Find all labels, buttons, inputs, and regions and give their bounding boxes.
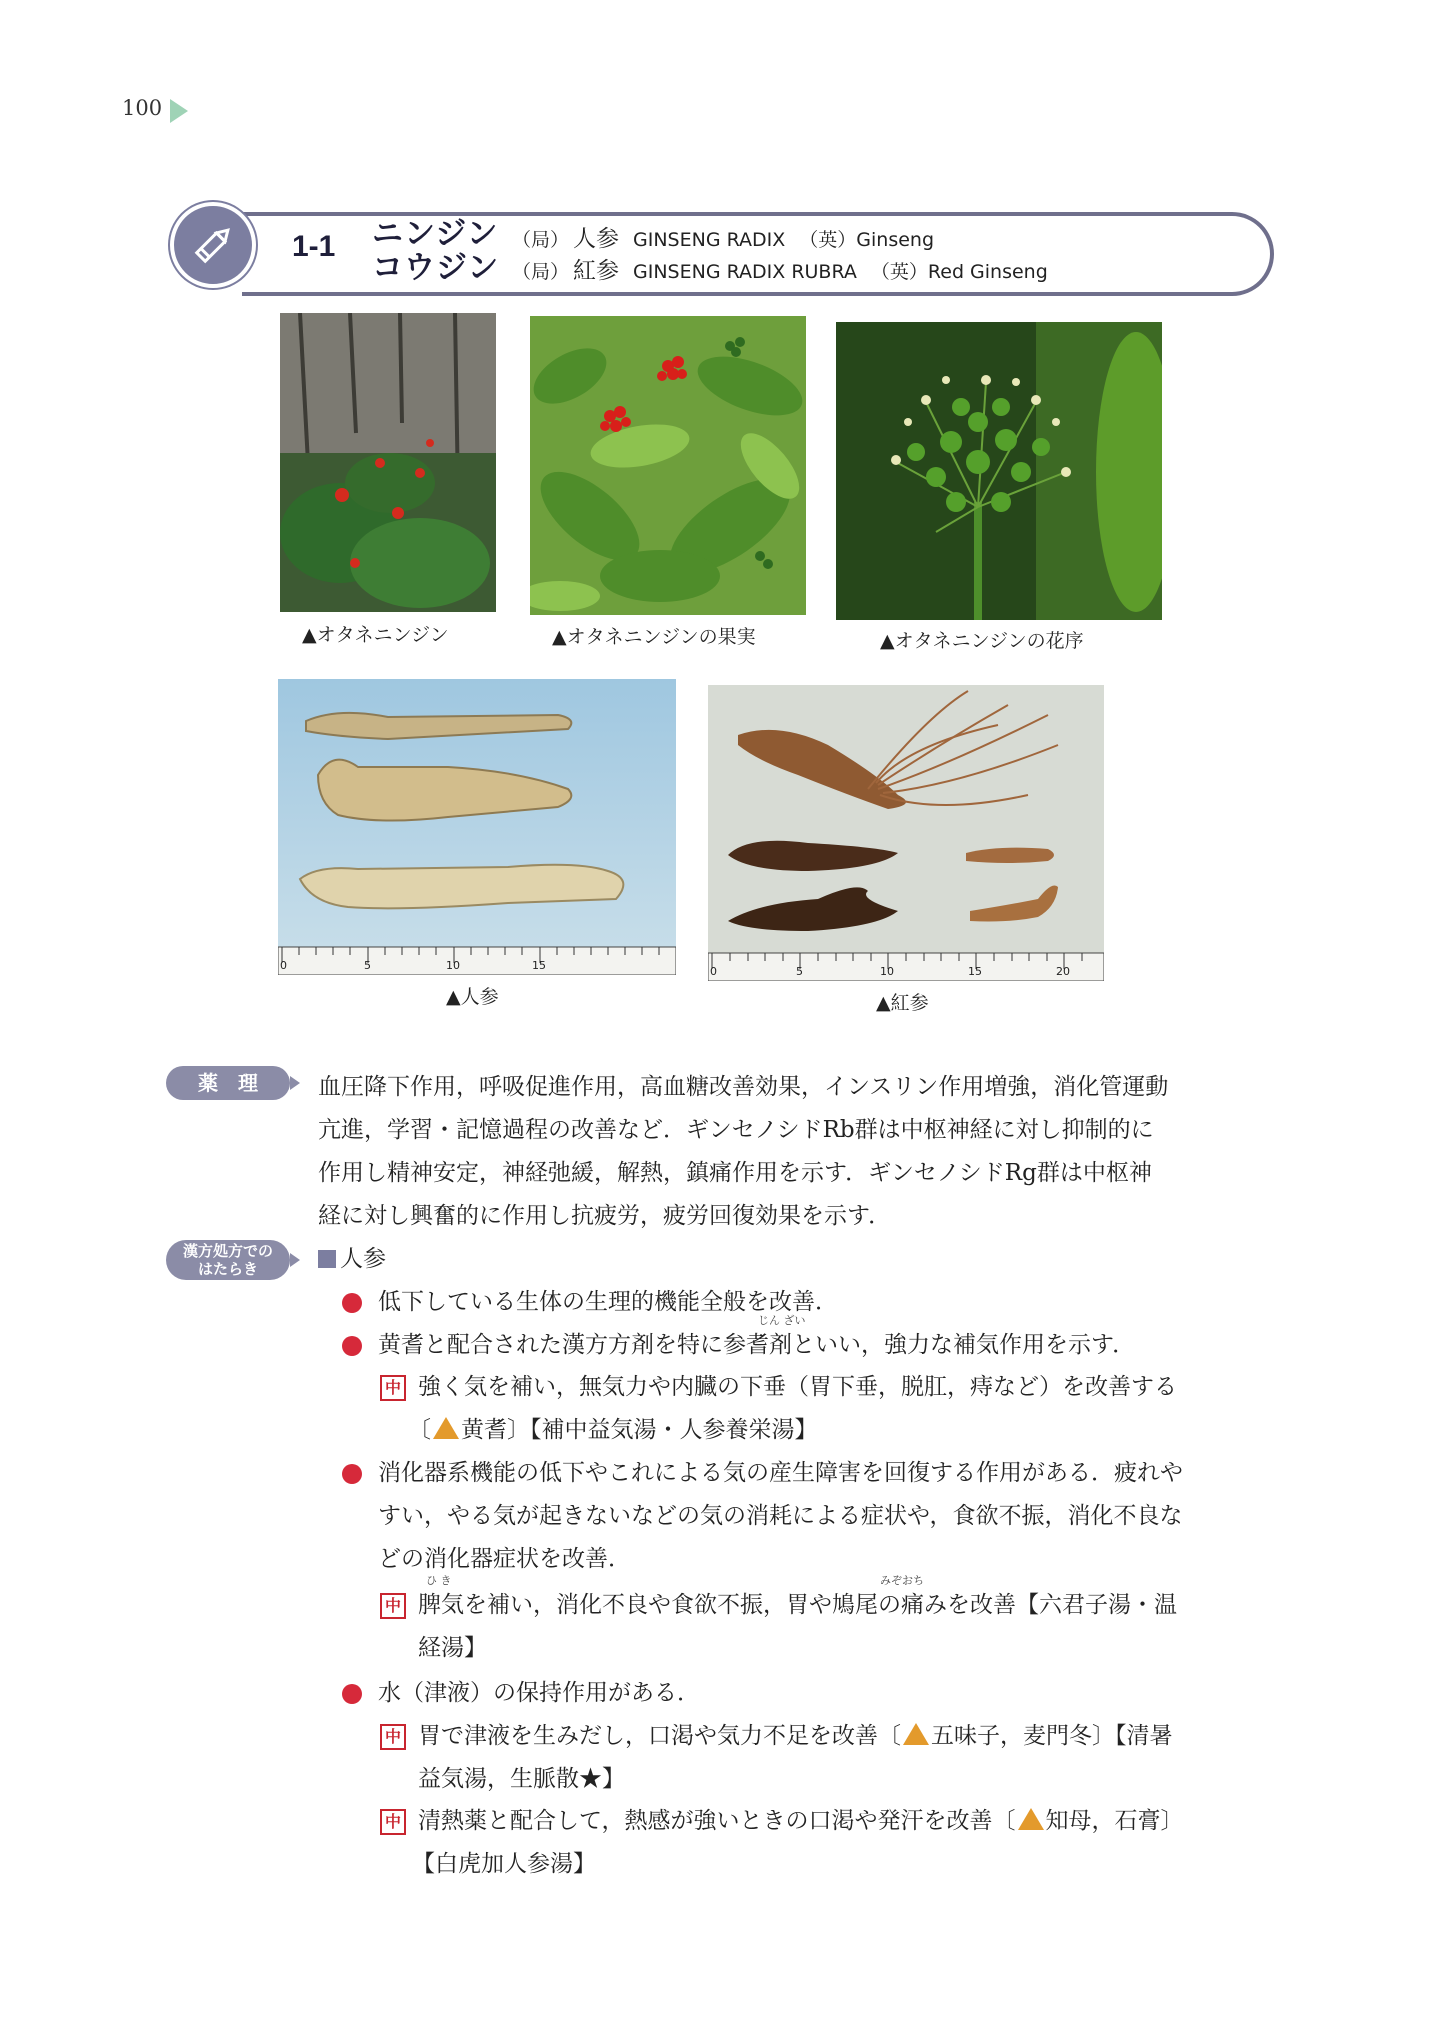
formula-list: 〕【清暑 (1092, 1723, 1173, 1749)
ruler-label: 5 (796, 965, 803, 978)
ruby-hiki: ひ き (426, 1574, 452, 1587)
page-arrow-icon (170, 99, 188, 123)
tag-arrow-icon (290, 1253, 300, 1267)
jp-name: 紅参 (573, 258, 620, 284)
combined-herb: 五味子，麦門冬 (931, 1723, 1092, 1749)
caption-koujin: ▲紅参 (876, 992, 929, 1014)
hei-triangle-icon (903, 1723, 929, 1745)
ei-label: （英） (870, 261, 928, 283)
ruler-label: 15 (532, 959, 546, 972)
term-mizoochi: 鳩尾 (832, 1592, 878, 1618)
bullet-icon (342, 1464, 362, 1484)
naka-badge-icon: 中 (380, 1375, 406, 1401)
kyoku-label: （局） (512, 229, 570, 251)
sub-text: 益気湯，生脈散★】 (418, 1766, 625, 1792)
pencil-icon (170, 202, 256, 288)
ruler-label: 20 (1056, 965, 1070, 978)
english-name: Red Ginseng (927, 261, 1048, 283)
sub-text-part: の痛みを改善【六君子湯・温 (878, 1592, 1177, 1618)
yakuri-line: 血圧降下作用，呼吸促進作用，高血糖改善効果，インスリン作用増強，消化管運動 (318, 1074, 1169, 1100)
sub-text: 強く気を補い，無気力や内臓の下垂（胃下垂，脱肛，痔など）を改善する (418, 1374, 1177, 1400)
ruler-label: 15 (968, 965, 982, 978)
kampo-tag (166, 1240, 290, 1280)
combined-herb: 黄耆 (461, 1417, 507, 1443)
term-jingizai: 参耆剤 (723, 1332, 792, 1358)
sub-text-part: を補い，消化不良や食欲不振，胃や (464, 1592, 832, 1618)
naka-badge-icon: 中 (380, 1593, 406, 1619)
bullet-text-part: 黄耆と配合された漢方方剤を特に (378, 1332, 723, 1358)
ruler-label: 10 (446, 959, 460, 972)
photo-ninjin (278, 679, 676, 975)
naka-badge-icon: 中 (380, 1724, 406, 1750)
bullet-icon (342, 1293, 362, 1313)
bullet-text: 消化器系機能の低下やこれによる気の産生障害を回復する作用がある．疲れや (378, 1460, 1183, 1486)
sub-text: 経湯】 (418, 1635, 487, 1661)
sub-text (418, 1715, 1173, 1758)
ei-label: （英） (799, 229, 857, 251)
ruler-label: 5 (364, 959, 371, 972)
header-line1 (512, 220, 934, 253)
latin-name: GINSENG RADIX (633, 229, 786, 251)
caption-ninjin: ▲人参 (446, 986, 499, 1008)
kyoku-label: （局） (512, 261, 570, 283)
ruler-label: 10 (880, 965, 894, 978)
caption-otaneninjin-fruit: ▲オタネニンジンの果実 (552, 626, 756, 648)
sub-text: 【白虎加人参湯】 (412, 1851, 596, 1877)
ruler-label: 0 (710, 965, 717, 978)
caption-otaneninjin: ▲オタネニンジン (302, 624, 449, 646)
square-icon (318, 1250, 336, 1268)
header-line2 (512, 252, 1048, 285)
kampo-tag-line: 漢方処方での (182, 1242, 273, 1260)
tag-arrow-icon (290, 1076, 300, 1090)
sub-text-part: 清熱薬と配合して，熱感が強いときの口渇や発汗を改善〔 (418, 1808, 1016, 1834)
yakuri-line: 経に対し興奮的に作用し抗疲労，疲労回復効果を示す． (318, 1203, 892, 1229)
jp-name: 人参 (573, 226, 620, 252)
bullet-icon (342, 1684, 362, 1704)
caption-otaneninjin-inflorescence: ▲オタネニンジンの花序 (880, 630, 1084, 652)
bullet-icon (342, 1336, 362, 1356)
name-koujin: コウジン (372, 250, 500, 286)
naka-badge-icon: 中 (380, 1809, 406, 1835)
name-ninjin: ニンジン (372, 216, 499, 252)
kampo-heading-text: 人参 (340, 1246, 386, 1272)
sub-text (418, 1584, 1177, 1627)
sub-text (418, 1800, 1184, 1843)
yakuri-tag: 薬 理 (166, 1066, 290, 1100)
kampo-heading (318, 1238, 386, 1281)
bullet-text: 低下している生体の生理的機能全般を改善． (378, 1289, 838, 1315)
kampo-tag-line: はたらき (197, 1260, 258, 1278)
hei-triangle-icon (433, 1417, 459, 1439)
combined-herb: 知母，石膏 (1045, 1808, 1161, 1834)
bullet-text: すい，やる気が起きないなどの気の消耗による症状や，食欲不振，消化不良な (378, 1503, 1183, 1529)
formula-list: 〕【補中益気湯・人参養栄湯】 (507, 1417, 818, 1443)
monograph-number: 1-1 (292, 230, 336, 263)
yakuri-text (318, 1066, 1278, 1238)
bracket: 〕 (1160, 1808, 1184, 1834)
sub-text-part: 胃で津液を生みだし，口渇や気力不足を改善〔 (418, 1723, 901, 1749)
yakuri-line: 亢進，学習・記憶過程の改善など．ギンセノシドRb群は中枢神経に対し抑制的に (318, 1117, 1154, 1143)
photo-otaneninjin-fruit (530, 316, 806, 615)
hei-triangle-icon (1018, 1808, 1044, 1830)
photo-otaneninjin-inflorescence (836, 322, 1162, 620)
yakuri-line: 作用し精神安定，神経弛緩，解熱，鎮痛作用を示す．ギンセノシドRg群は中枢神 (318, 1160, 1152, 1186)
photo-otaneninjin (280, 313, 496, 612)
bullet-text: どの消化器症状を改善． (378, 1546, 631, 1572)
english-name: Ginseng (856, 229, 935, 251)
bracket: 〔 (408, 1417, 431, 1443)
term-hiki: 脾気 (418, 1592, 464, 1618)
page-number: 100 (122, 96, 163, 120)
ruler-label: 0 (280, 959, 287, 972)
ruby-mizoochi: みぞおち (880, 1574, 924, 1587)
sub-text (408, 1409, 818, 1452)
photo-koujin (708, 685, 1104, 981)
bullet-text-part: といい，強力な補気作用を示す． (792, 1332, 1136, 1358)
bullet-text: 水（津液）の保持作用がある． (378, 1680, 700, 1706)
ruby-jinzai: じん ざい (758, 1314, 806, 1327)
latin-name: GINSENG RADIX RUBRA (633, 261, 857, 283)
bullet-text (378, 1324, 1135, 1367)
